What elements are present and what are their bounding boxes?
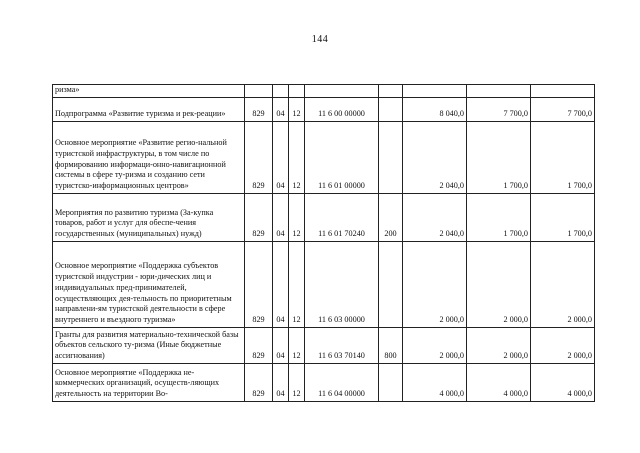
admin-code xyxy=(245,85,273,98)
table-row xyxy=(53,364,595,402)
table-row xyxy=(53,328,595,364)
expense-type-code: 200 xyxy=(379,194,403,242)
amount-year-1 xyxy=(403,85,467,98)
row-name: ризма» xyxy=(53,85,245,98)
table-row xyxy=(53,98,595,122)
amount-year-2: 2 000,0 xyxy=(467,328,531,364)
admin-code: 829 xyxy=(245,242,273,328)
section-code: 04 xyxy=(273,328,289,364)
page-number: 144 xyxy=(311,34,329,45)
target-article-code: 11 6 03 70140 xyxy=(305,328,379,364)
amount-year-3: 2 000,0 xyxy=(531,328,595,364)
amount-year-3 xyxy=(531,85,595,98)
row-name: Подпрограмма «Развитие туризма и рек-реации» xyxy=(53,98,245,122)
expense-type-code xyxy=(379,122,403,194)
target-article-code: 11 6 01 70240 xyxy=(305,194,379,242)
target-article-code: 11 6 00 00000 xyxy=(305,98,379,122)
amount-year-3: 1 700,0 xyxy=(531,194,595,242)
target-article-code: 11 6 01 00000 xyxy=(305,122,379,194)
amount-year-3: 1 700,0 xyxy=(531,122,595,194)
row-name: Мероприятия по развитию туризма (За-купка товаров, работ и услуг для обеспе-чения государственных (муниципальных) нужд) xyxy=(53,194,245,242)
admin-code: 829 xyxy=(245,98,273,122)
target-article-code: 11 6 03 00000 xyxy=(305,242,379,328)
amount-year-3: 2 000,0 xyxy=(531,242,595,328)
subsection-code: 12 xyxy=(289,364,305,402)
table-body xyxy=(53,85,595,402)
subsection-code: 12 xyxy=(289,122,305,194)
admin-code: 829 xyxy=(245,122,273,194)
amount-year-1: 2 040,0 xyxy=(403,122,467,194)
amount-year-3: 7 700,0 xyxy=(531,98,595,122)
row-name: Основное мероприятие «Развитие регио-нальной туристской инфраструктуры, в том числе по формированию информаци-онно-навигационной системы в сфере ту-ризма и созданию сети туристско-информационных центров» xyxy=(53,122,245,194)
section-code: 04 xyxy=(273,194,289,242)
budget-table xyxy=(52,84,595,402)
section-code: 04 xyxy=(273,122,289,194)
expense-type-code xyxy=(379,85,403,98)
expense-type-code xyxy=(379,364,403,402)
amount-year-1: 2 040,0 xyxy=(403,194,467,242)
target-article-code xyxy=(305,85,379,98)
section-code: 04 xyxy=(273,98,289,122)
table-row xyxy=(53,85,595,98)
row-name: Основное мероприятие «Поддержка не-коммерческих организаций, осуществ-ляющих деятельность на территории Во- xyxy=(53,364,245,402)
expense-type-code xyxy=(379,242,403,328)
admin-code: 829 xyxy=(245,328,273,364)
expense-type-code xyxy=(379,98,403,122)
amount-year-2: 1 700,0 xyxy=(467,194,531,242)
section-code: 04 xyxy=(273,242,289,328)
subsection-code xyxy=(289,85,305,98)
amount-year-2 xyxy=(467,85,531,98)
subsection-code: 12 xyxy=(289,328,305,364)
row-name: Гранты для развития материально-технической базы объектов сельского ту-ризма (Иные бюджетные ассигнования) xyxy=(53,328,245,364)
amount-year-1: 2 000,0 xyxy=(403,328,467,364)
section-code: 04 xyxy=(273,364,289,402)
section-code xyxy=(273,85,289,98)
target-article-code: 11 6 04 00000 xyxy=(305,364,379,402)
amount-year-2: 1 700,0 xyxy=(467,122,531,194)
table-row xyxy=(53,122,595,194)
amount-year-3: 4 000,0 xyxy=(531,364,595,402)
subsection-code: 12 xyxy=(289,194,305,242)
amount-year-2: 7 700,0 xyxy=(467,98,531,122)
amount-year-1: 4 000,0 xyxy=(403,364,467,402)
amount-year-1: 2 000,0 xyxy=(403,242,467,328)
row-name: Основное мероприятие «Поддержка субъектов туристской индустрии - юри-дических лиц и индивидуальных пред-принимателей, осуществляющих дея-тельность по приоритетным направлени-ям туристской деятельности в сфере внутреннего и въездного туризма» xyxy=(53,242,245,328)
amount-year-2: 2 000,0 xyxy=(467,242,531,328)
table-row xyxy=(53,194,595,242)
admin-code: 829 xyxy=(245,194,273,242)
subsection-code: 12 xyxy=(289,98,305,122)
admin-code: 829 xyxy=(245,364,273,402)
amount-year-2: 4 000,0 xyxy=(467,364,531,402)
amount-year-1: 8 040,0 xyxy=(403,98,467,122)
subsection-code: 12 xyxy=(289,242,305,328)
expense-type-code: 800 xyxy=(379,328,403,364)
table-row xyxy=(53,242,595,328)
